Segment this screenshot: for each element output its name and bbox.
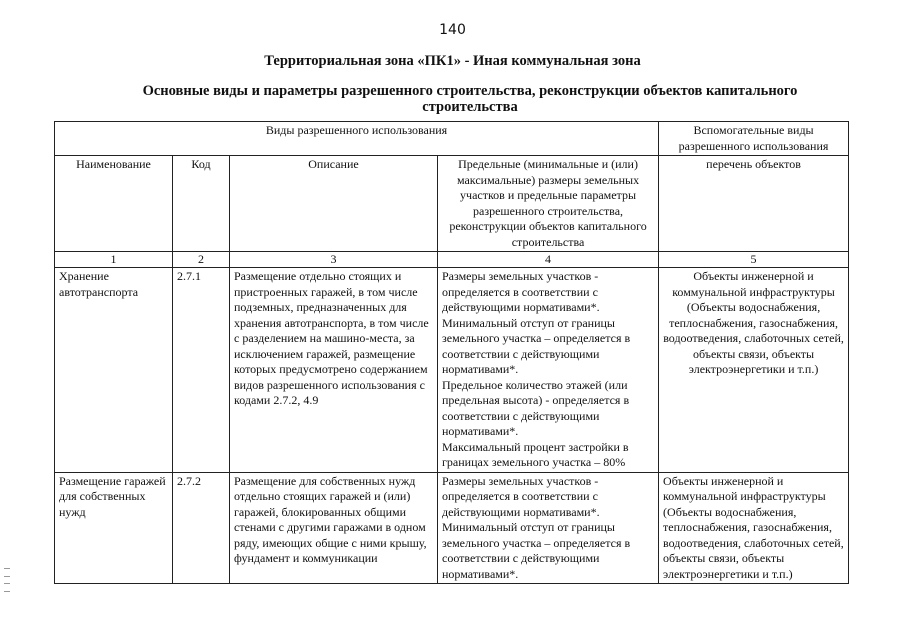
zone-title: Территориальная зона «ПК1» - Иная коммунальная зона: [264, 53, 641, 69]
param-line: Размеры земельных участков - определяется в соответствии с действующими нормативами*.: [442, 473, 600, 519]
column-header-description: Описание: [230, 156, 438, 252]
column-number: 2: [173, 252, 230, 268]
table-row: [55, 472, 849, 584]
column-header-objects: перечень объектов: [659, 156, 849, 252]
group-header: Виды разрешенного использования: [55, 122, 659, 156]
column-number: 4: [438, 252, 659, 268]
row-name: Размещение гаражей для собственных нужд: [55, 472, 173, 584]
table-column-header-row: [55, 156, 849, 252]
param-line: Минимальный отступ от границы земельного участка – определяется в соответствии с действующими нормативами*.: [442, 520, 631, 581]
table-row: [55, 268, 849, 473]
column-header-code: Код: [173, 156, 230, 252]
param-line: Предельное количество этажей (или предельная высота) - определяется в соответствии с действующими нормативами*.: [442, 377, 630, 438]
row-params: [438, 268, 659, 473]
aux-header: Вспомогательные виды разрешенного использования: [659, 122, 849, 156]
column-number: 1: [55, 252, 173, 268]
permitted-use-table: [54, 121, 849, 584]
row-params: [438, 472, 659, 584]
param-line: Размеры земельных участков - определяется в соответствии с действующими нормативами*.: [442, 269, 600, 314]
param-line: Максимальный процент застройки в границах земельного участка – 80%: [442, 439, 629, 469]
margin-mark: [4, 568, 10, 592]
row-aux-objects: Объекты инженерной и коммунальной инфраструктуры (Объекты водоснабжения, теплоснабжения, газоснабжения, водоотведения, слаботочных сетей, объекты связи, объекты электроэнергетики и т.п.): [659, 268, 849, 473]
row-description: Размещение отдельно стоящих и пристроенных гаражей, в том числе подземных, предназначенных для хранения автотранспорта, в том числе с разделением на машино-места, за исключением гаражей, размещение которых предусмотрено содержанием видов разрешенного использования с кодами 2.7.2, 4.9: [230, 268, 438, 473]
row-aux-objects: Объекты инженерной и коммунальной инфраструктуры (Объекты водоснабжения, теплоснабжения, газоснабжения, водоотведения, слаботочных сетей, объекты связи, объекты электроэнергетики и т.п.): [659, 472, 849, 584]
column-header-params: Предельные (минимальные и (или) максимальные) размеры земельных участков и предельные параметры разрешенного строительства, реконструкции объектов капитального строительства: [438, 156, 659, 252]
row-code: 2.7.2: [173, 472, 230, 584]
column-header-name: Наименование: [55, 156, 173, 252]
row-name: Хранение автотранспорта: [55, 268, 173, 473]
column-number-row: [55, 252, 849, 268]
page-number: 140: [439, 22, 466, 38]
column-number: 3: [230, 252, 438, 268]
section-title: Основные виды и параметры разрешенного строительства, реконструкции объектов капитального строительства: [142, 83, 798, 115]
param-line: Минимальный отступ от границы земельного участка – определяется в соответствии с действующими нормативами*.: [442, 315, 631, 376]
table-group-header-row: [55, 122, 849, 156]
row-description: Размещение для собственных нужд отдельно стоящих гаражей и (или) гаражей, блокированных общими стенами с другими гаражами в одном ряду, имеющих общие с ними крышу, фундамент и коммуникации: [230, 472, 438, 584]
column-number: 5: [659, 252, 849, 268]
row-code: 2.7.1: [173, 268, 230, 473]
